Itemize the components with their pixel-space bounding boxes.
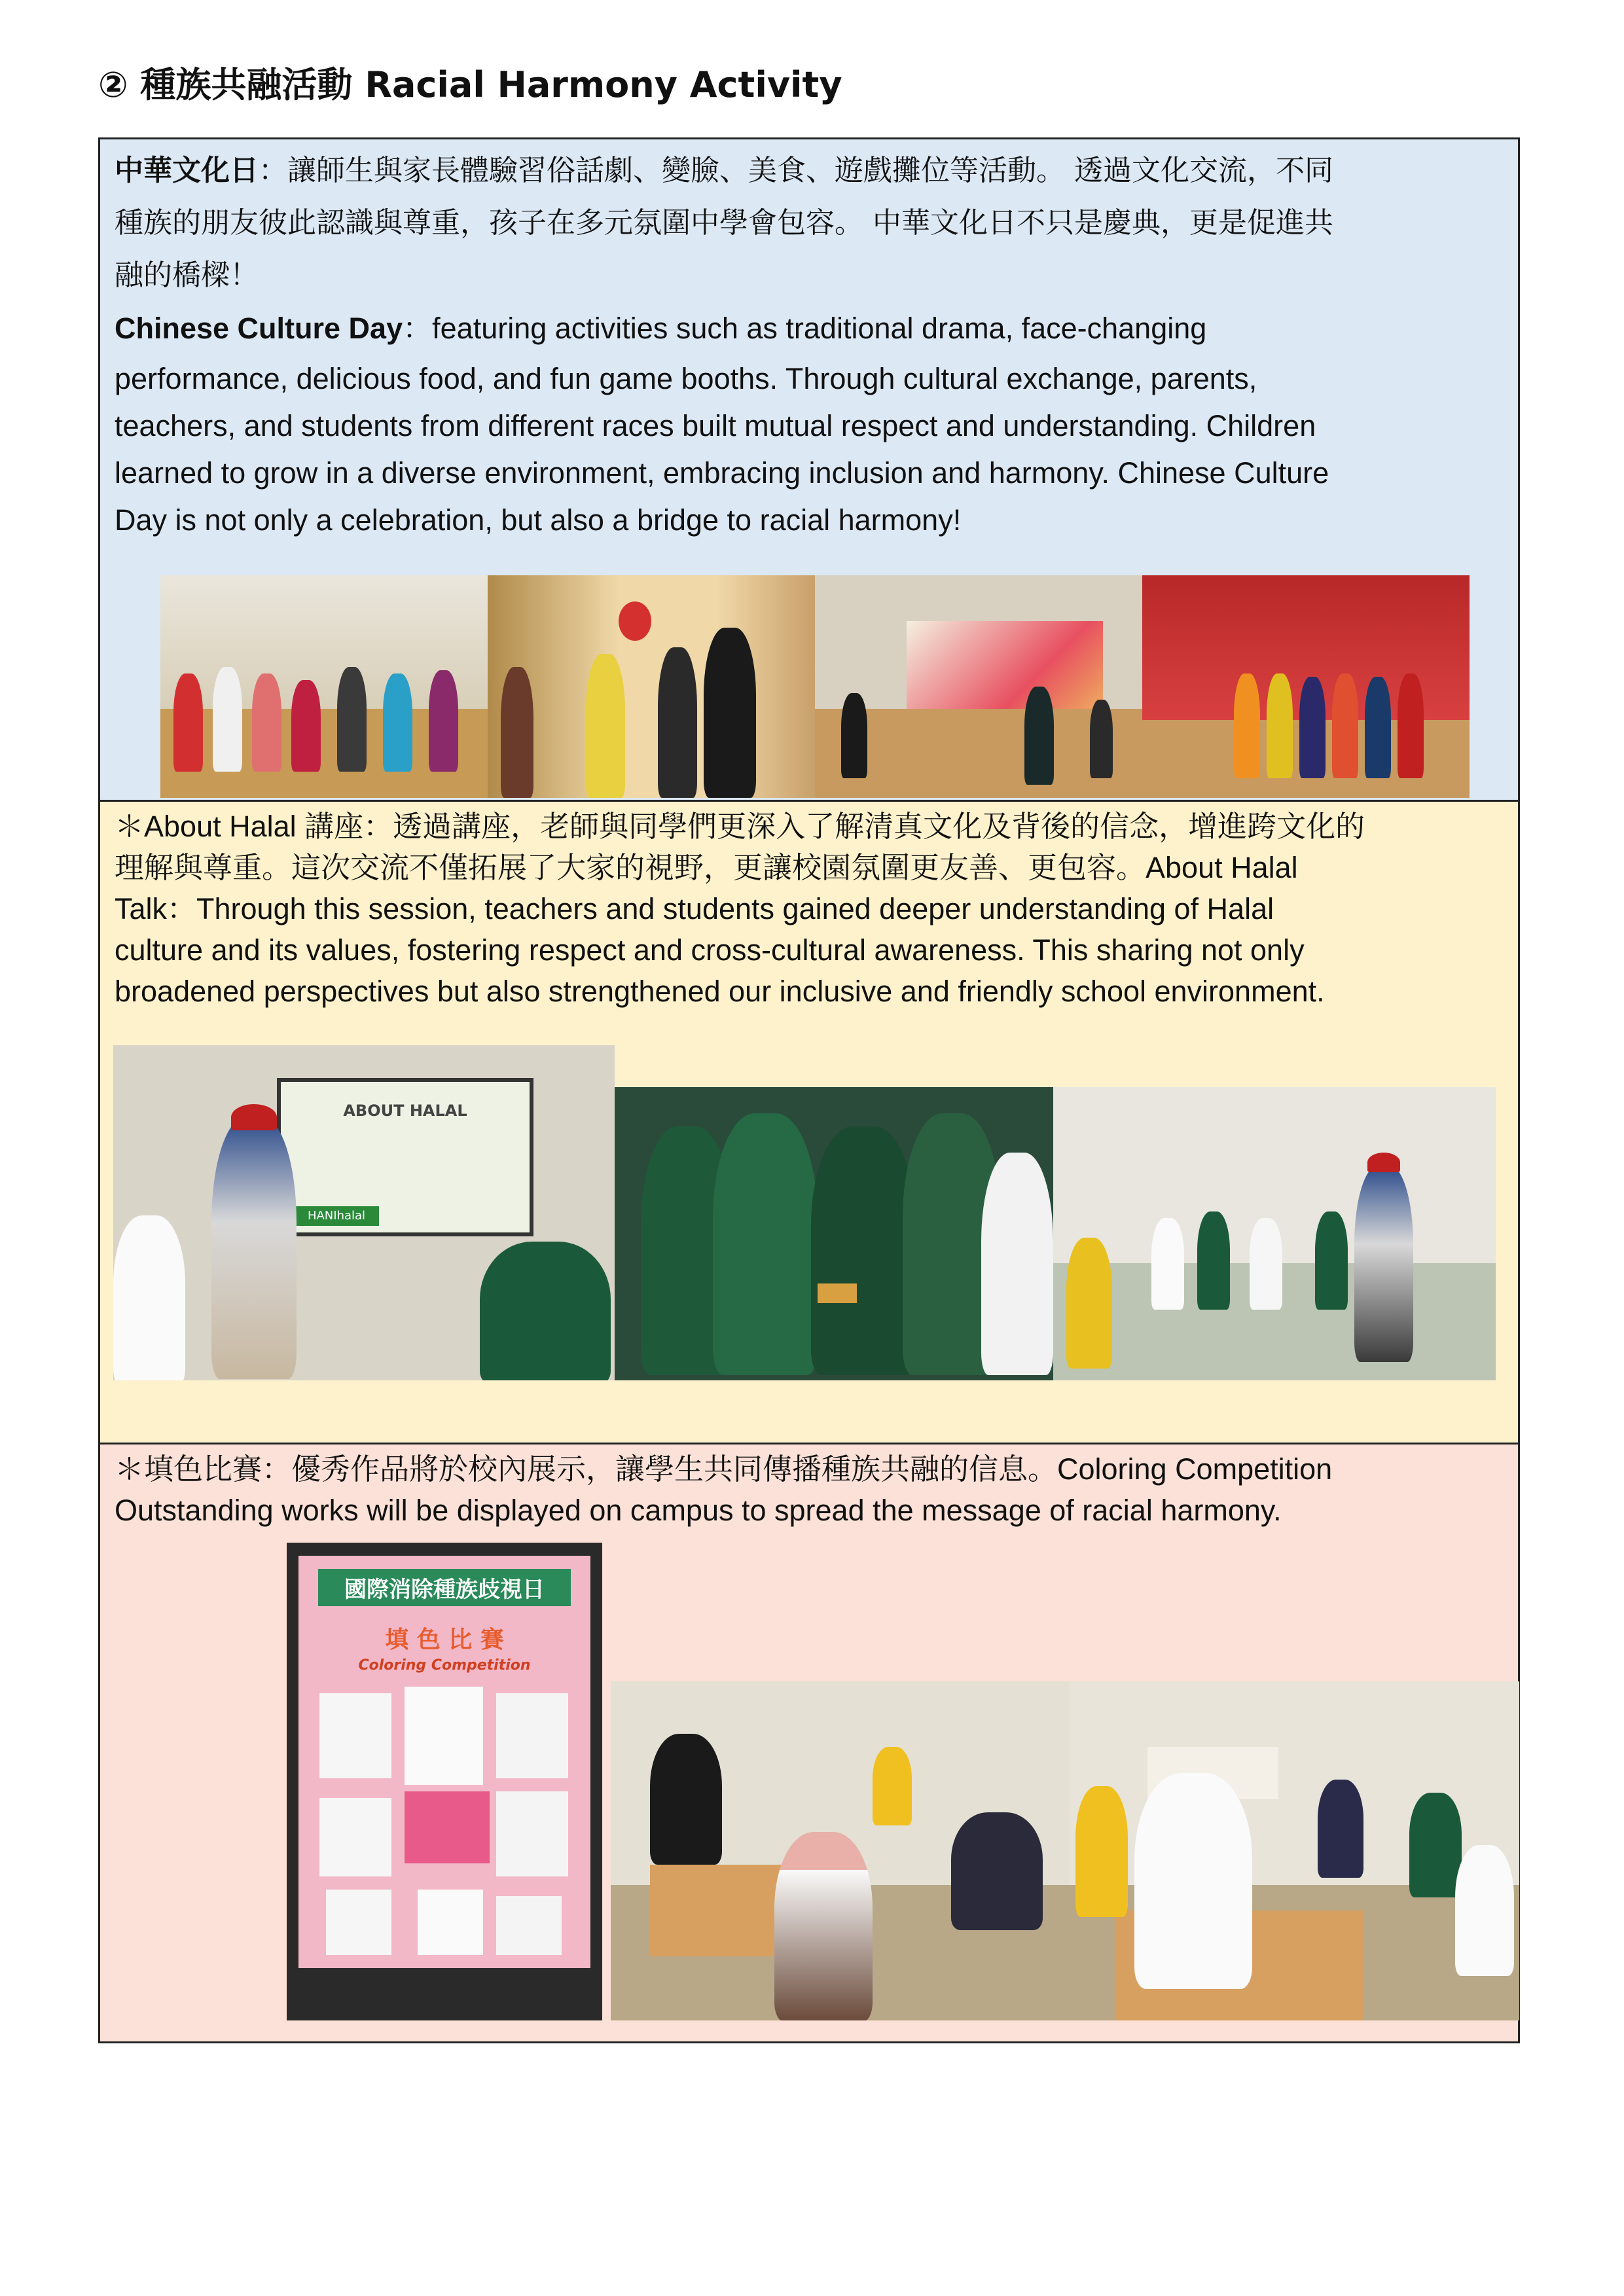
poster-title-en: Coloring Competition: [358, 1657, 531, 1674]
section-about-halal: [100, 802, 1518, 1444]
section1-en-line4: learned to grow in a diverse environment, embracing inclusion and harmony. Chinese Culture: [115, 456, 1329, 490]
colon: ：: [259, 154, 287, 187]
photo-lunar-new-year-stage: [1142, 575, 1470, 798]
section1-en-line5: Day is not only a celebration, but also a bridge to racial harmony!: [115, 503, 962, 537]
section2-line4: culture and its values, fostering respect and cross-cultural awareness. This sharing not only: [115, 933, 1305, 967]
section1-zh-line3: 融的橋樑！: [115, 259, 259, 292]
page-title: [98, 59, 842, 111]
colon: ：: [403, 312, 433, 345]
section2-line5: broadened perspectives but also strengthened our inclusive and friendly school environment.: [115, 975, 1325, 1008]
section1-zh-line2: 種族的朋友彼此認識與尊重，孩子在多元氛圍中學會包容。 中華文化日不只是慶典，更是促進共: [115, 206, 1333, 240]
photo-students-huddle: [615, 1087, 1053, 1380]
photo-hall-parade: [160, 575, 488, 798]
activity-sections: [98, 137, 1520, 2043]
title-en: Racial Harmony Activity: [365, 64, 842, 105]
section-coloring-competition: [100, 1444, 1518, 2041]
photo-halal-presenter: [113, 1045, 615, 1380]
poster-title-zh: 國際消除種族歧視日: [318, 1569, 571, 1606]
section2-line3: Talk：Through this session, teachers and students gained deeper understanding of Halal: [115, 892, 1274, 925]
section1-text: [115, 145, 1509, 544]
photo-students-coloring-1: [611, 1681, 1069, 2020]
slide-logo: HANIhalal: [294, 1206, 379, 1226]
section1-en-line2: performance, delicious food, and fun game booths. Through cultural exchange, parents,: [115, 362, 1257, 395]
photo-students-coloring-2: [1069, 1681, 1519, 2020]
section2-line1: ＊About Halal 講座：透過講座，老師與同學們更深入了解清真文化及背後的信念，增進跨文化的: [115, 810, 1365, 843]
section1-en-body-1: featuring activities such as traditional drama, face-changing: [432, 312, 1207, 345]
section3-line1: ＊填色比賽：優秀作品將於校內展示，讓學生共同傳播種族共融的信息。Coloring Competition: [115, 1452, 1333, 1486]
poster-subtitle: 填 色 比 賽: [385, 1626, 504, 1653]
section2-text: [115, 806, 1509, 1012]
section3-line2: Outstanding works will be displayed on campus to spread the message of racial harmony.: [115, 1494, 1282, 1527]
section3-text: [115, 1448, 1509, 1531]
photo-stage-performance: [815, 575, 1142, 798]
section1-zh-heading: 中華文化日: [115, 154, 259, 187]
section1-zh-line1: [115, 145, 1509, 197]
title-marker: ②: [98, 64, 128, 105]
section2-line2: 理解與尊重。這次交流不僅拓展了大家的視野，更讓校園氛圍更友善、更包容。About Halal: [115, 851, 1298, 884]
slide-title: ABOUT HALAL: [343, 1102, 467, 1120]
photo-poster-board: [287, 1543, 602, 2020]
section1-zh-body-1: 讓師生與家長體驗習俗話劇、變臉、美食、遊戲攤位等活動。 透過文化交流，不同: [287, 154, 1333, 187]
section1-en-heading: Chinese Culture Day: [115, 312, 403, 345]
section1-en-line1: [115, 302, 1509, 355]
photo-stage-drama: [488, 575, 815, 798]
section-chinese-culture-day: [100, 139, 1518, 802]
photo-classroom-talk: [1053, 1087, 1496, 1380]
section1-en-line3: teachers, and students from different races built mutual respect and understanding. Children: [115, 409, 1316, 442]
title-zh: 種族共融活動: [140, 64, 353, 105]
